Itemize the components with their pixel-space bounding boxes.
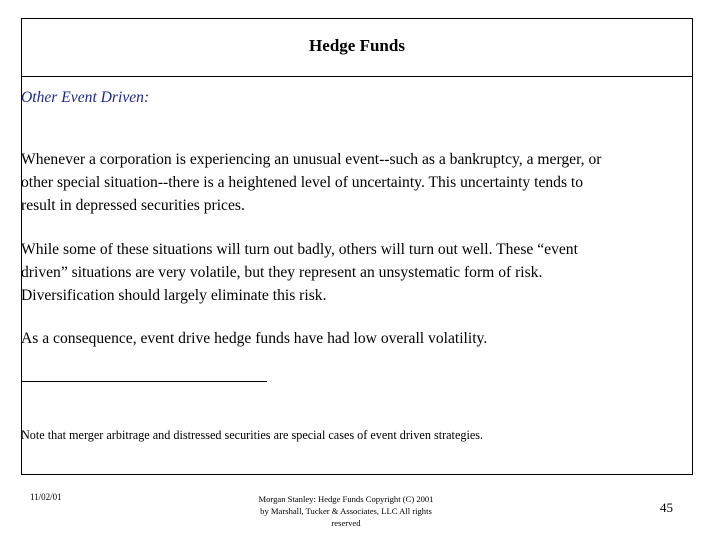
title-bar xyxy=(22,19,692,77)
paragraph-consequence: As a consequence, event drive hedge funds have had low overall volatility. xyxy=(21,330,488,347)
slide-title: Hedge Funds xyxy=(309,36,405,55)
footnote-divider xyxy=(21,381,267,382)
footnote: Note that merger arbitrage and distressed securities are special cases of event driven strategies. xyxy=(21,428,484,442)
footer-copyright xyxy=(232,493,460,529)
copyright-line: Morgan Stanley: Hedge Funds Copyright (C) 2001 xyxy=(258,494,434,504)
section-subtitle: Other Event Driven: xyxy=(21,89,150,106)
copyright-line: reserved xyxy=(331,518,361,528)
footer-date: 11/02/01 xyxy=(30,492,62,502)
copyright-line: by Marshall, Tucker & Associates, LLC All rights xyxy=(260,506,432,516)
page-number: 45 xyxy=(660,500,673,515)
paragraph-event-description: Whenever a corporation is experiencing an unusual event--such as a bankruptcy, a merger, or other special situation--there is a heightened level of uncertainty. This uncertainty tends to result in depressed securities prices. xyxy=(21,151,602,214)
paragraph-volatility-risk: While some of these situations will turn out badly, others will turn out well. These “event driven” situations are very volatile, but they represent an unsystematic form of risk. Diversification should largely eliminate this risk. xyxy=(21,241,578,304)
